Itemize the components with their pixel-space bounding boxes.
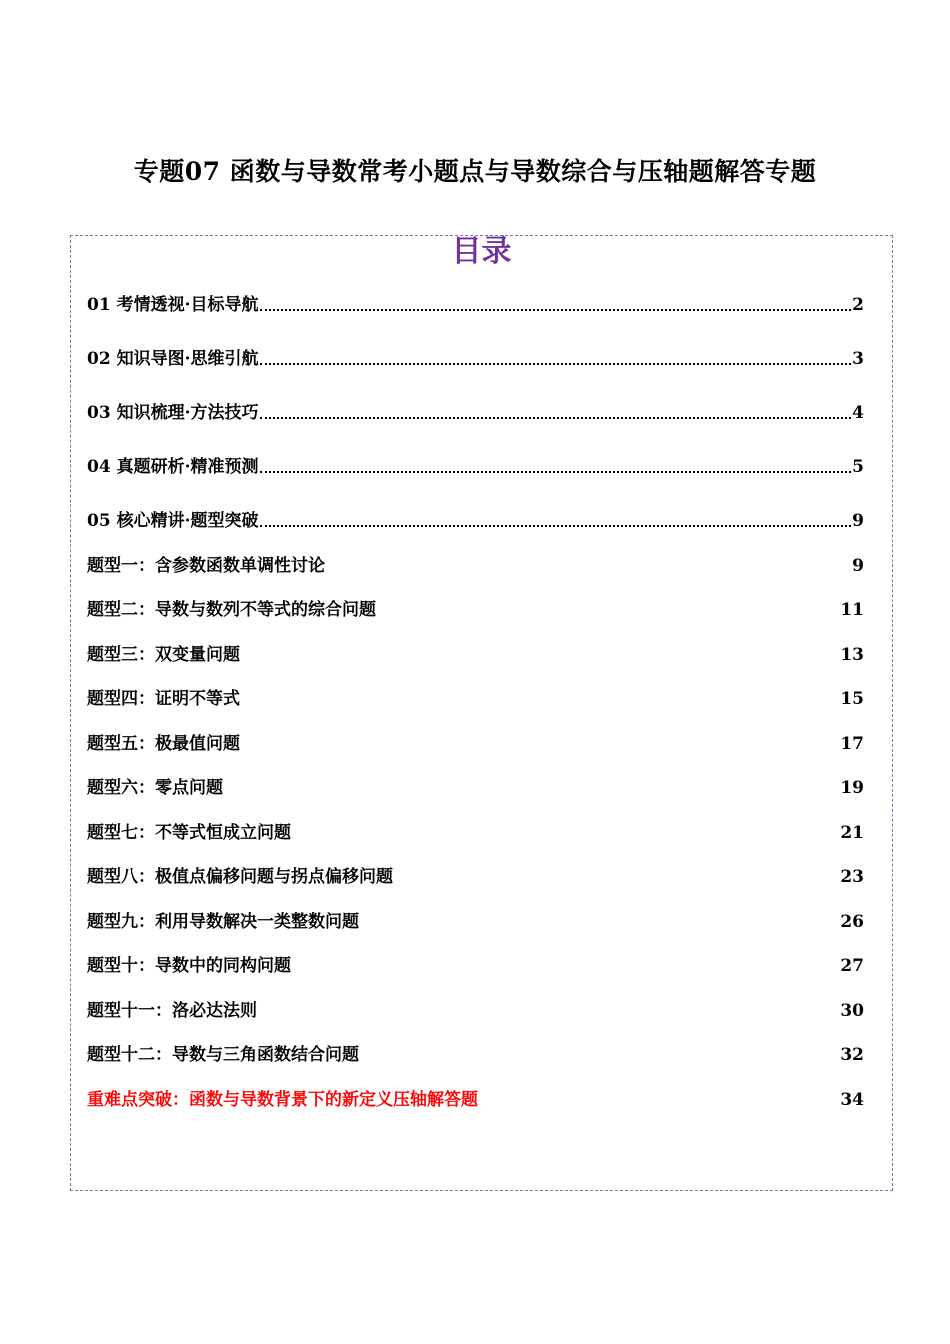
table-of-contents xyxy=(70,235,893,1191)
dot-leader xyxy=(260,363,852,365)
toc-entry-label: 题型一：含参数函数单调性讨论 xyxy=(87,556,325,576)
toc-entry-page: 30 xyxy=(840,1001,864,1021)
toc-entry-section-03[interactable] xyxy=(87,401,864,425)
toc-entry-page: 19 xyxy=(840,778,864,798)
toc-entry-type-05[interactable] xyxy=(87,732,864,756)
toc-entry-label: 题型十：导数中的同构问题 xyxy=(87,956,291,976)
toc-entry-page: 5 xyxy=(852,457,864,477)
toc-entry-page: 27 xyxy=(840,956,864,976)
toc-entry-label: 题型三：双变量问题 xyxy=(87,645,240,665)
toc-entry-type-10[interactable] xyxy=(87,954,864,978)
toc-entry-label: 01 考情透视·目标导航 xyxy=(87,295,259,315)
toc-entry-label: 题型四：证明不等式 xyxy=(87,689,240,709)
toc-entry-page: 4 xyxy=(852,403,864,423)
toc-entry-label: 04 真题研析·精准预测 xyxy=(87,457,259,477)
toc-entry-label: 题型七：不等式恒成立问题 xyxy=(87,823,291,843)
toc-entry-label: 题型十二：导数与三角函数结合问题 xyxy=(87,1045,359,1065)
toc-entry-label: 03 知识梳理·方法技巧 xyxy=(87,403,259,423)
toc-entry-page: 9 xyxy=(852,556,864,576)
toc-entry-type-06[interactable] xyxy=(87,776,864,800)
toc-entry-page: 23 xyxy=(840,867,864,887)
toc-entry-label: 题型五：极最值问题 xyxy=(87,734,240,754)
toc-entry-page: 17 xyxy=(840,734,864,754)
toc-entry-section-04[interactable] xyxy=(87,455,864,479)
toc-entry-type-03[interactable] xyxy=(87,643,864,667)
toc-entry-type-12[interactable] xyxy=(87,1043,864,1067)
toc-entry-section-01[interactable] xyxy=(87,293,864,317)
toc-entry-highlight[interactable] xyxy=(87,1088,864,1112)
toc-entry-page: 26 xyxy=(840,912,864,932)
toc-entry-page: 2 xyxy=(852,295,864,315)
toc-entry-label: 题型十一：洛必达法则 xyxy=(87,1001,257,1021)
dot-leader xyxy=(260,525,852,527)
toc-entry-page: 32 xyxy=(840,1045,864,1065)
dot-leader xyxy=(260,471,852,473)
toc-entry-page: 3 xyxy=(852,349,864,369)
toc-entry-type-01[interactable] xyxy=(87,554,864,578)
toc-entry-label: 02 知识导图·思维引航 xyxy=(87,349,259,369)
toc-entry-type-08[interactable] xyxy=(87,865,864,889)
toc-entry-page: 21 xyxy=(840,823,864,843)
toc-entry-section-02[interactable] xyxy=(87,347,864,371)
toc-heading: 目录 xyxy=(451,234,512,269)
toc-entry-type-04[interactable] xyxy=(87,687,864,711)
toc-entry-page: 34 xyxy=(840,1090,864,1110)
toc-entry-page: 9 xyxy=(852,511,864,531)
toc-entry-label: 05 核心精讲·题型突破 xyxy=(87,511,259,531)
toc-entry-type-02[interactable] xyxy=(87,598,864,622)
toc-entry-label: 重难点突破：函数与导数背景下的新定义压轴解答题 xyxy=(87,1090,478,1110)
toc-entry-section-05[interactable] xyxy=(87,509,864,533)
toc-entry-label: 题型六：零点问题 xyxy=(87,778,223,798)
toc-entry-page: 15 xyxy=(840,689,864,709)
toc-entry-label: 题型二：导数与数列不等式的综合问题 xyxy=(87,600,376,620)
toc-entry-type-07[interactable] xyxy=(87,821,864,845)
toc-entry-type-09[interactable] xyxy=(87,910,864,934)
toc-entry-label: 题型八：极值点偏移问题与拐点偏移问题 xyxy=(87,867,393,887)
toc-entry-type-11[interactable] xyxy=(87,999,864,1023)
dot-leader xyxy=(260,417,852,419)
toc-entry-page: 11 xyxy=(840,600,864,620)
document-title: 专题07 函数与导数常考小题点与导数综合与压轴题解答专题 xyxy=(133,157,817,186)
toc-entry-label: 题型九：利用导数解决一类整数问题 xyxy=(87,912,359,932)
toc-entry-page: 13 xyxy=(840,645,864,665)
dot-leader xyxy=(260,309,852,311)
